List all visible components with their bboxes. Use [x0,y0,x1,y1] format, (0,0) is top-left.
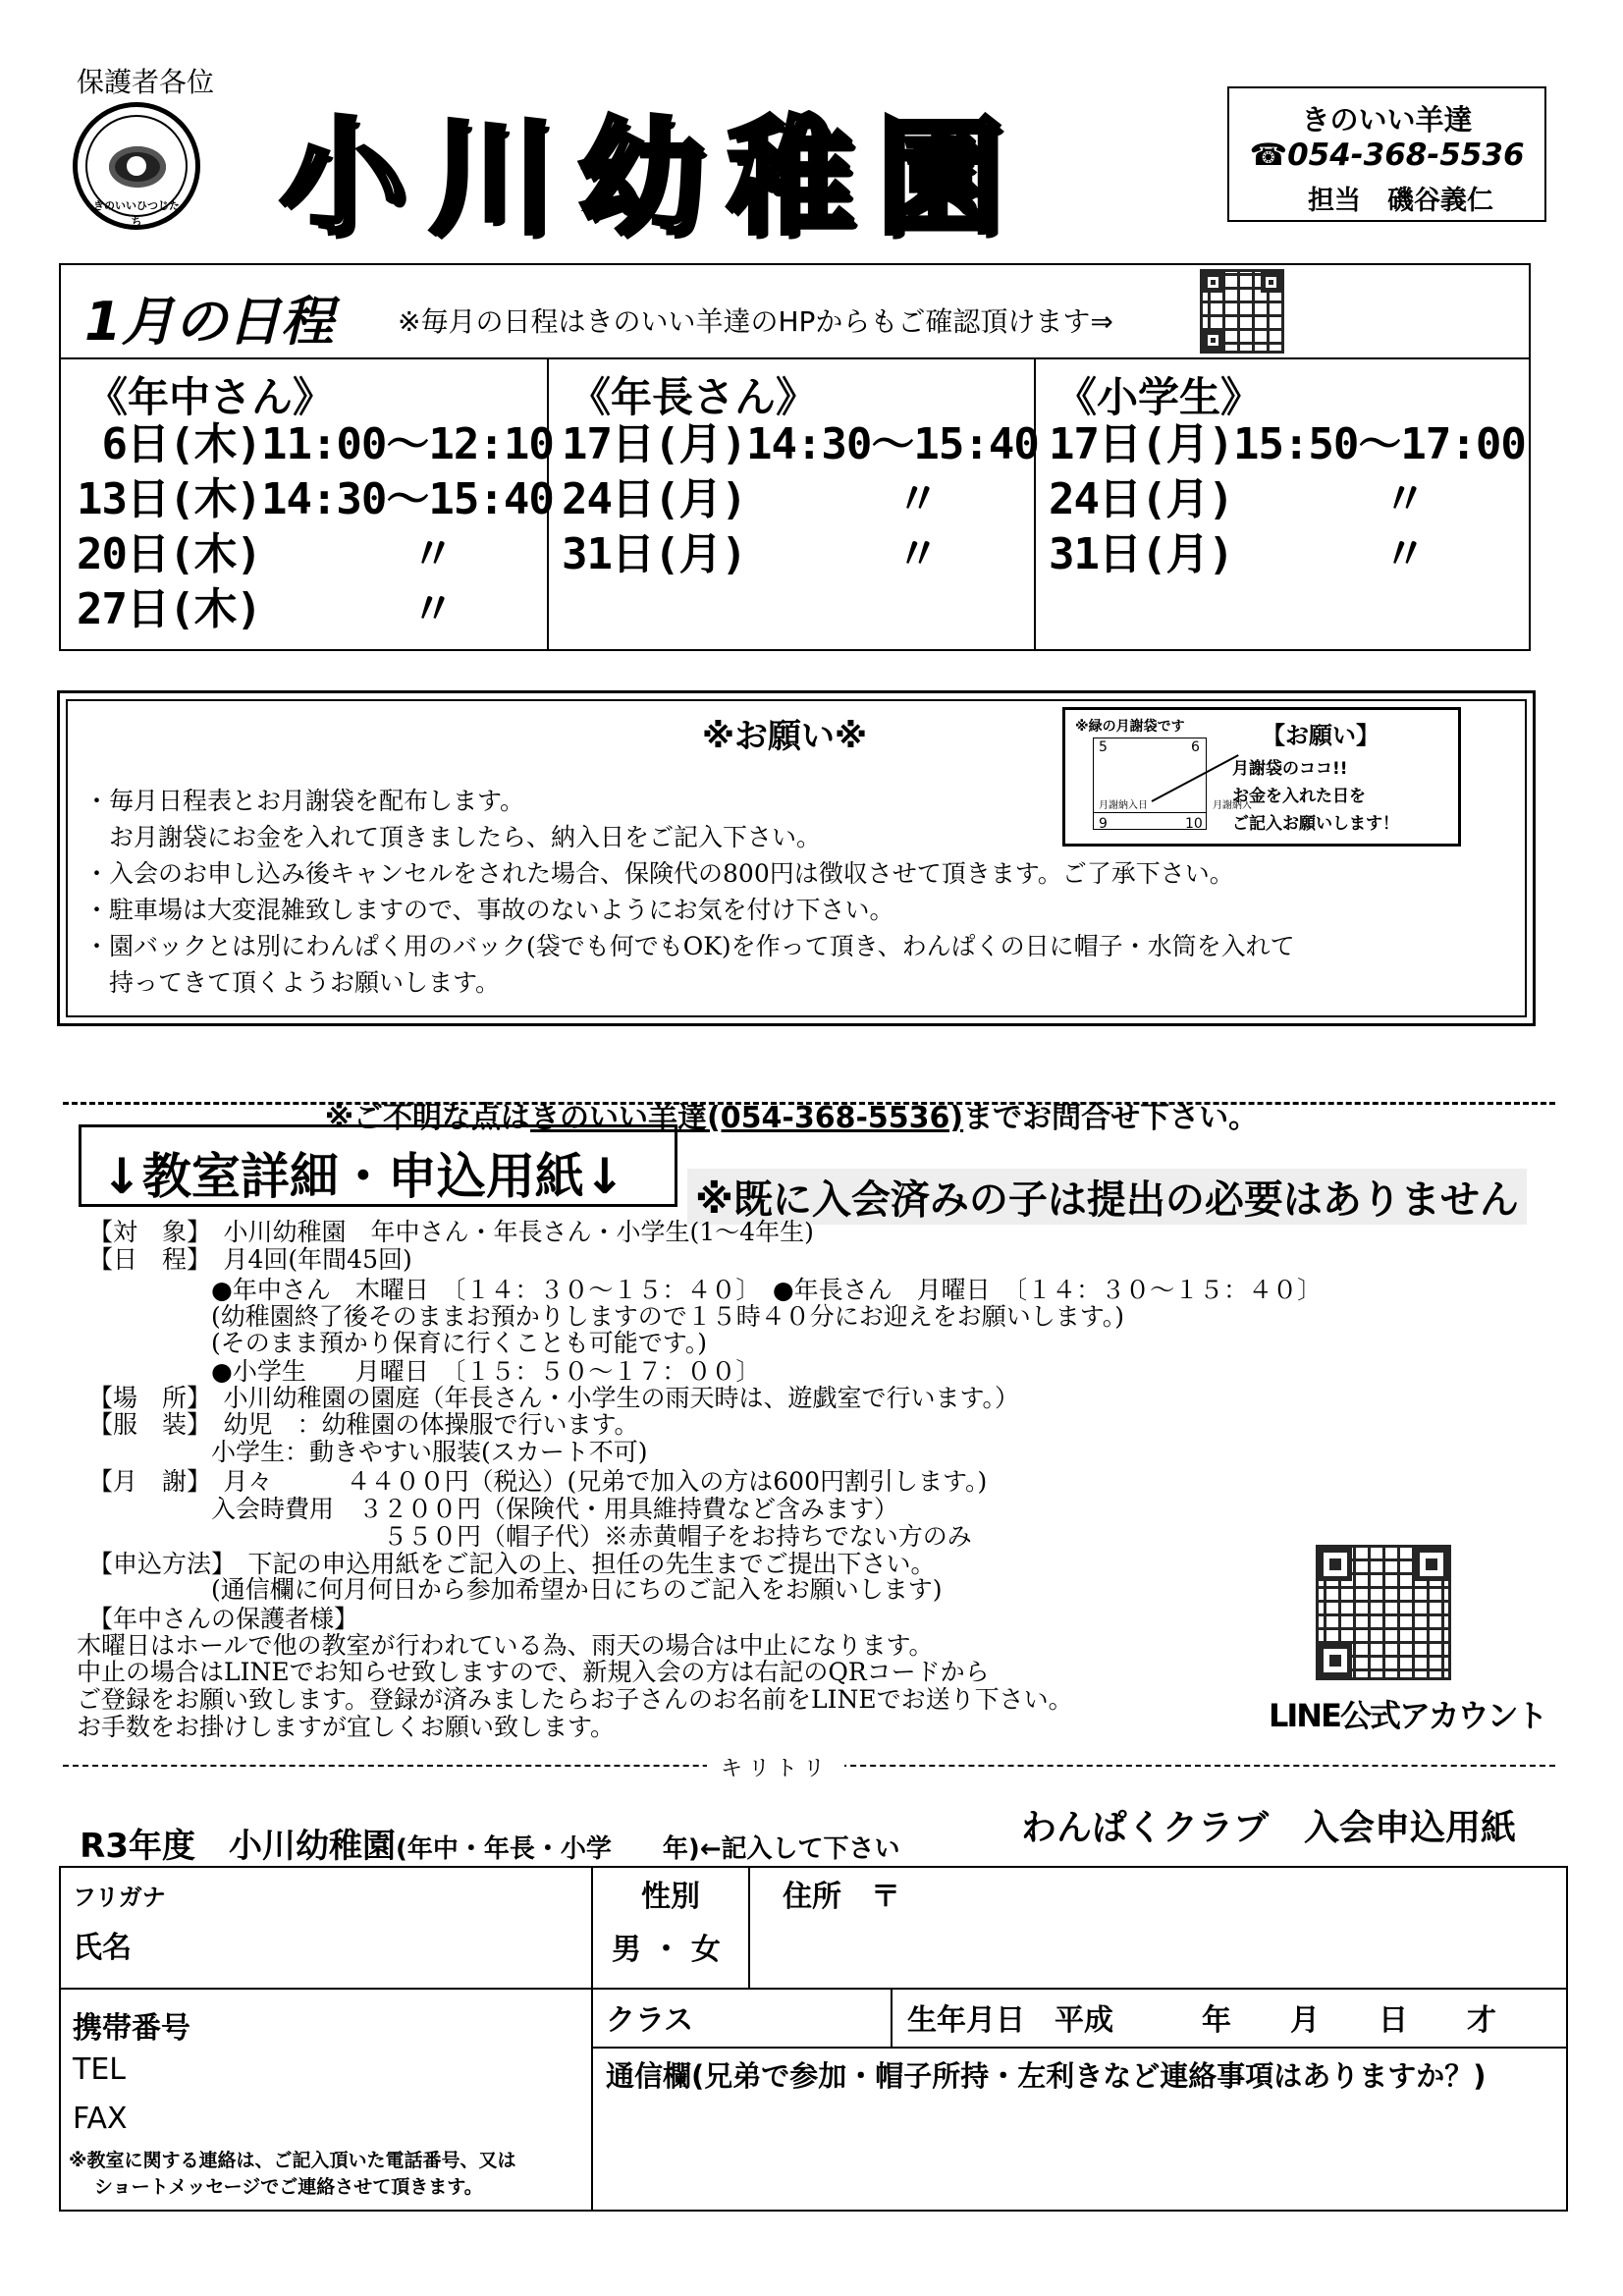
schedule-line: 20日(木) 〃 [77,529,454,579]
schedule-note: ※毎月の日程はきのいい羊達のHPからもご確認頂けます⇒ [398,305,1113,338]
comments-field[interactable] [595,2097,1562,2210]
address-field[interactable] [923,1871,1561,1979]
schedule-heading: 1月の日程 [84,291,334,353]
request-item: お月謝袋にお金を入れて頂きましたら、納入日をご記入下さい。 [84,823,822,851]
contact-phone: ☎054-368-5536 [1249,137,1525,173]
details-line: 【年中さんの保護者様】 [88,1605,359,1633]
schedule-line: 31日(月) 〃 [1049,529,1426,579]
dashed-separator [63,1102,1555,1105]
line-qr-code[interactable] [1316,1545,1451,1680]
details-heading: ↓教室詳細・申込用紙↓ [101,1148,625,1205]
details-line: 小学生：動きやすい服装(スカート不可) [88,1438,648,1466]
contact-person: 担当 磯谷義仁 [1308,186,1493,216]
details-line: 【対 象】 小川幼稚園 年中さん・年長さん・小学生(1～4年生) [88,1218,814,1246]
class-field[interactable] [707,1989,884,2043]
birthdate-label: 生年月日 平成 年 月 日 才 [907,2003,1496,2038]
class-label: クラス [606,2003,694,2038]
request-list [84,783,1295,1001]
comments-label: 通信欄(兄弟で参加・帽子所持・左利きなど連絡事項はありますか？) [606,2059,1487,2093]
fax-field[interactable] [137,2097,579,2141]
tel-label: TEL [73,2052,126,2087]
line-label: LINE公式アカウント [1269,1697,1546,1734]
mobile-label: 携帯番号 [73,2011,190,2046]
details-line: 木曜日はホールで他の教室が行われている為、雨天の場合は中止になります。 [77,1631,934,1660]
form-title: R3年度 小川幼稚園(年中・年長・小学 年)←記入して下さい [80,1827,900,1866]
schedule-line: 6日(木)11:00～12:10 [77,419,554,469]
details-line: 入会時費用 ３２００円（保険代・用具維持費など含みます） [88,1495,899,1523]
details-notice: ※既に入会済みの子は提出の必要はありません [687,1169,1527,1225]
details-line: ５５０円（帽子代）※赤黄帽子をお持ちでない方のみ [88,1522,972,1551]
request-title: ※お願い※ [702,717,868,756]
hp-qr-code [1200,269,1284,354]
contact-box [1227,86,1546,222]
schedule-line: 27日(木) 〃 [77,584,454,634]
schedule-col-title-shogakusei: 《小学生》 [1055,373,1263,421]
details-line: お手数をお掛けしますが宜しくお願い致します。 [77,1713,616,1741]
details-line: 【場 所】 小川幼稚園の園庭（年長さん・小学生の雨天時は、遊戯室で行います。） [88,1384,1020,1412]
schedule-col-title-nencho: 《年長さん》 [569,373,818,421]
details-line: (そのまま預かり保育に行くことも可能です。) [88,1329,708,1357]
details-line: ●小学生 月曜日 〔１５：５０～１７：００〕 [88,1357,761,1386]
schedule-line: 13日(木)14:30～15:40 [77,474,554,524]
kindergarten-logo: きのいいひつじたち [73,102,200,230]
recipient: 保護者各位 [77,66,215,98]
tel-field[interactable] [137,2048,579,2092]
cut-line-label: キリトリ [707,1752,844,1782]
fax-label: FAX [73,2102,128,2136]
inquiry-phone-link[interactable]: きのいい羊達(054-368-5536) [530,1101,964,1135]
gender-label: 性別 [641,1880,700,1914]
schedule-col-title-nenchu: 《年中さん》 [86,373,335,421]
details-line: ご登録をお願い致します。登録が済みましたらお子さんのお名前をLINEでお送り下さい。 [77,1685,1073,1714]
details-heading-box [79,1124,677,1207]
request-item: ・駐車場は大変混雑致しますので、事故のないようにお気を付け下さい。 [84,896,894,924]
schedule-line: 24日(月) 〃 [562,474,939,524]
details-line: 中止の場合はLINEでお知らせ致しますので、新規入会の方は右記のQRコードから [77,1658,990,1686]
envelope-illustration: ※緑の月謝袋です 5 6 9 10 月謝納入日 月謝納入 【お願い】 月謝袋のココ!! お金を入れた日を ご記入お願いします！ [1062,707,1461,847]
schedule-line: 17日(月)14:30～15:40 [562,419,1039,469]
contact-org: きのいい羊達 [1301,103,1473,137]
request-item: ・毎月日程表とお月謝袋を配布します。 [84,787,525,815]
schedule-line: 31日(月) 〃 [562,529,939,579]
details-line: 【服 装】 幼児 ：幼稚園の体操服で行います。 [88,1410,639,1439]
details-line: (幼稚園終了後そのままお預かりしますので１５時４０分にお迎えをお願いします。) [88,1302,1125,1331]
request-item: 持ってきて頂くようお願いします。 [84,968,501,997]
details-line: 【日 程】 月4回(年間45回) [88,1245,412,1274]
contact-note: ※教室に関する連絡は、ご記入頂いた電話番号、又は ショートメッセージでご連絡させて頂きます。 [69,2150,516,2198]
schedule-line: 17日(月)15:50～17:00 [1049,419,1526,469]
name-field[interactable] [147,1871,584,1979]
schedule-line: 24日(月) 〃 [1049,474,1426,524]
details-line: ●年中さん 木曜日 〔１４：３０～１５：４０〕 ●年長さん 月曜日 〔１４：３０～１５：４０〕 [88,1276,1323,1304]
details-line: 【月 謝】 月々 ４４００円（税込）(兄弟で加入の方は600円割引します。) [88,1467,988,1496]
request-item: ・入会のお申し込み後キャンセルをされた場合、保険代の800円は徴収させて頂きます。ご了承下さい。 [84,859,1234,888]
details-line: 【申込方法】 下記の申込用紙をご記入の上、担任の先生までご提出下さい。 [88,1550,936,1578]
form-title-right: わんぱくクラブ 入会申込用紙 [1021,1808,1517,1848]
details-line: (通信欄に何月何日から参加希望か日にちのご記入をお願いします) [88,1575,943,1604]
address-label: 住所 〒 [783,1880,900,1914]
name-label: 氏名 [73,1931,132,1965]
furigana-label: フリガナ [73,1884,166,1911]
inquiry-text: ※ご不明な点はきのいい羊達(054-368-5536)までお問合せ下さい。 [324,1101,1259,1135]
gender-options[interactable]: 男 ・ 女 [612,1933,721,1967]
request-item: ・園バックとは別にわんぱく用のバック(袋でも何でもOK)を作って頂き、わんぱくの日に帽子・水筒を入れて [84,932,1295,960]
page-title: 小川幼稚園 [280,105,1027,251]
